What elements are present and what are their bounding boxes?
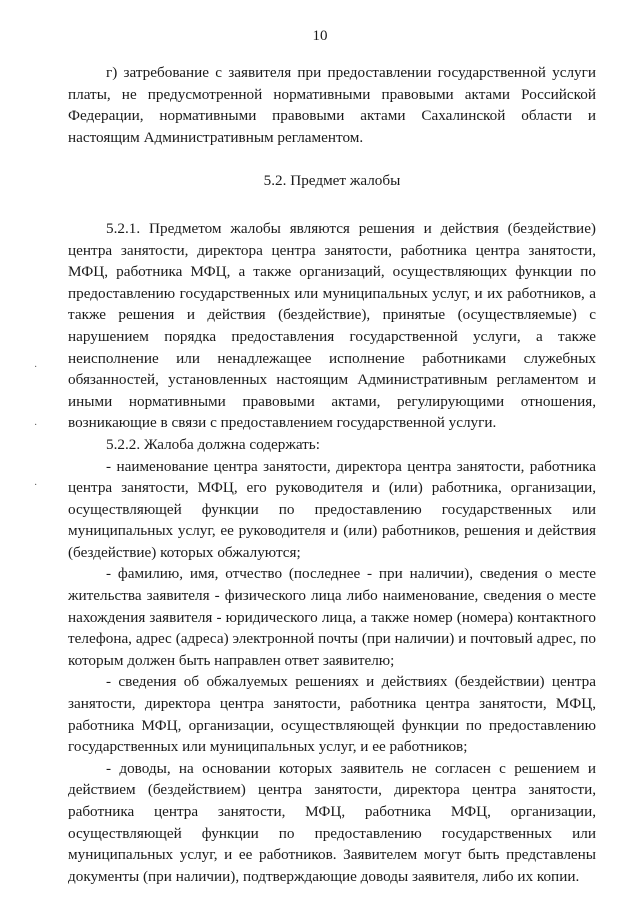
document-body [68, 62, 596, 887]
list-item-name: - наименование центра занятости, директора центра занятости, работника центра занятости, МФЦ, его руководителя и (или) работника, организации, осуществляющей функции по предоставлению государственных или муниципальных услуг, ее руководителя и (или) работников, решения и действия (бездействие) которых обжалуются; [68, 457, 596, 561]
list-item-actions: - сведения об обжалуемых решениях и действиях (бездействии) центра занятости, директора центра занятости, работника центра занятости, МФЦ, работника МФЦ, организации, осуществляющей функции по предоставлению государственных или муниципальных услуг, и ее работников; [68, 673, 596, 756]
section-title: 5.2. Предмет жалобы [263, 172, 401, 190]
paragraph-5-2-2: 5.2.2. Жалоба должна содержать: [106, 435, 320, 453]
list-item-arguments: - доводы, на основании которых заявитель не согласен с решением и действием (бездействием) центра занятости, директора центра занятости, работника центра занятости, МФЦ, работника МФЦ, организации, осуществляющей функции по предоставлению государственных или муниципальных услуг, и ее работников. Заявителем могут быть представлены документы (при наличии), подтверждающие доводы заявителя, либо их копии. [68, 759, 596, 885]
list-item-applicant: - фамилию, имя, отчество (последнее - при наличии), сведения о месте жительства заявителя - физического лица либо наименование, сведения о месте нахождения заявителя - юридического лица, а также номер (номера) контактного телефона, адрес (адреса) электронной почты (при наличии) и почтовый адрес, по которым должен быть направлен ответ заявителю; [68, 565, 596, 669]
margin-speck: · [34, 420, 38, 431]
paragraph-5-2-1: 5.2.1. Предметом жалобы являются решения и действия (бездействие) центра занятости, директора центра занятости, работника центра занятости, МФЦ, работника МФЦ, а также организаций, осуществляющих функции по предоставлению государственных или муниципальных услуг, и их работников, а также решения и действия (бездействие), принятые (осуществляемые) с нарушением порядка предоставления государственной услуги, а также неисполнение или ненадлежащее исполнение работниками служебных обязанностей, установленных настоящим Административным регламентом и иными нормативными правовыми актами, регулирующими отношения, возникающие в связи с предоставлением государственной услуги. [68, 219, 596, 432]
page-number: 10 [312, 28, 328, 44]
margin-speck: · [34, 480, 38, 491]
margin-speck: · [34, 362, 38, 373]
paragraph-g: г) затребование с заявителя при предоставлении государственной услуги платы, не предусмотренной нормативными правовыми актами Российской Федерации, нормативными правовыми актами Сахалинской области и настоящим Административным регламентом. [68, 64, 596, 146]
